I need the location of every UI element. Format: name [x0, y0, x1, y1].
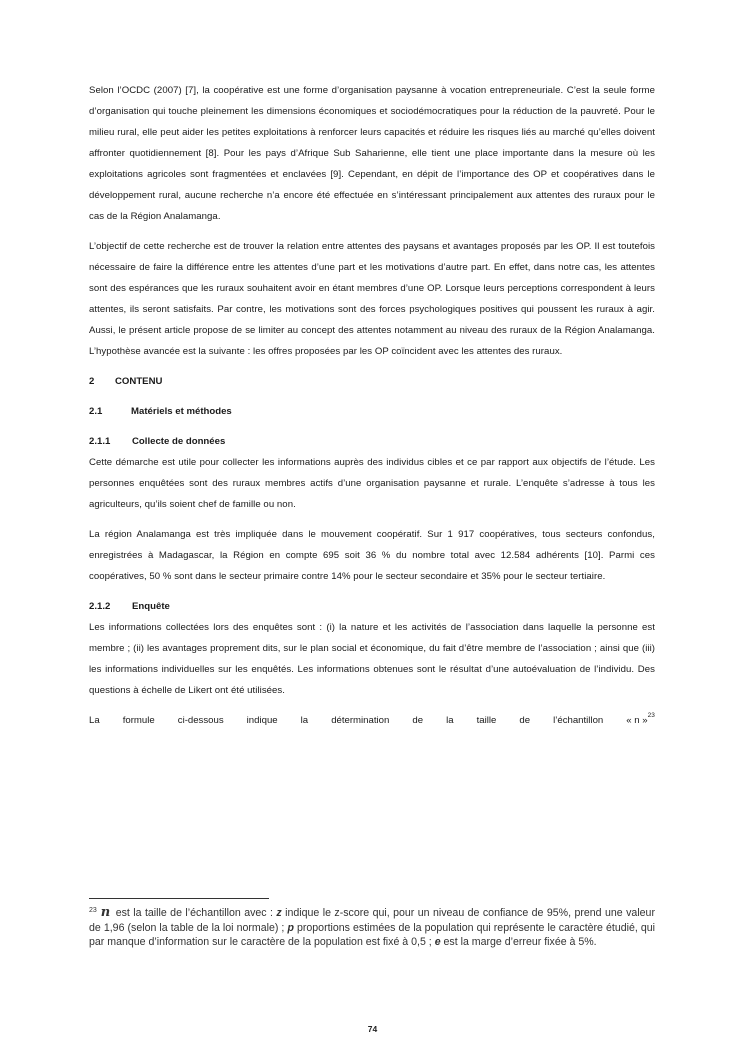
- section-heading-2: [89, 371, 655, 392]
- e-symbol: e: [434, 936, 441, 949]
- enquete-paragraph-1: Les informations collectées lors des enquêtes sont : (i) la nature et les activités de l’association dans laquelle la personne est membre ; (ii) les avantages proprement dits, sur le plan social et économique, du fait d’être membre de l’association ; ainsi que (iii) les informations individuelles sur les enquêtés. Les informations obtenues sont le résultat d’une autoévaluation de l’individu. Des questions à échelle de Likert ont été utilisées.: [89, 622, 655, 696]
- formula-word: La: [89, 715, 100, 726]
- section-number: 2.1: [89, 406, 103, 417]
- formula-word: l’échantillon: [553, 715, 604, 726]
- main-content: [89, 80, 655, 731]
- formula-word: ci-dessous: [177, 715, 224, 726]
- section-heading-2-1: [89, 401, 655, 422]
- formula-word: détermination: [331, 715, 390, 726]
- section-number: 2: [89, 376, 95, 387]
- formula-word-n: « n »$^{23}$: [626, 712, 655, 726]
- section-title: Matériels et méthodes: [131, 406, 232, 417]
- section-title: CONTENU: [115, 376, 163, 387]
- section-number: 2.1.1: [89, 436, 111, 447]
- formula-word: la: [446, 715, 454, 726]
- collecte-paragraph-2: La région Analamanga est très impliquée dans le mouvement coopératif. Sur 1 917 coopératives, tous secteurs confondus, enregistrées à Madagascar, la Région en compte 695 soit 36 % du nombre total avec 12.584 adhérents [10]. Parmi ces coopératives, 50 % sont dans le secteur primaire contre 14% pour le secteur secondaire et 35% pour le secteur tertiaire.: [89, 529, 655, 582]
- section-title: Enquête: [132, 601, 170, 612]
- formula-word: formule: [122, 715, 155, 726]
- formula-word: la: [300, 715, 309, 726]
- intro-paragraph-2: L’objectif de cette recherche est de trouver la relation entre attentes des paysans et avantages proposés par les OP. Il est toutefois nécessaire de faire la différence entre les attentes d’une part et les motivations d’autre part. En effet, dans notre cas, les attentes sont des espérances que les ruraux souhaitent avoir en étant membres d’une OP. Lorsque leurs perceptions correspondent à leurs attentes, ils seront satisfaits. Par contre, les motivations sont des forces psychologiques positives qui poussent les ruraux à agir. Aussi, le présent article propose de se limiter au concept des attentes notamment au niveau des ruraux de la Région Analamanga. L’hypothèse avancée est la suivante : les offres proposées par les OP coïncident avec les attentes des ruraux.: [89, 241, 655, 357]
- section-heading-2-1-1: [89, 431, 655, 452]
- n-symbol: n: [100, 905, 111, 920]
- collecte-paragraph-1: Cette démarche est utile pour collecter les informations auprès des individus cibles et ce par rapport aux objectifs de l’étude. Les personnes enquêtées sont des ruraux membres actifs d’une organisation paysanne et rurale. L’enquête s’adresse à tous les agriculteurs, qu’ils soient chef de famille ou non.: [89, 457, 655, 510]
- section-heading-2-1-2: [89, 596, 655, 617]
- footnote-marker: 23: [89, 907, 97, 914]
- z-symbol: z: [276, 907, 282, 919]
- section-number: 2.1.2: [89, 601, 111, 612]
- formula-word: taille: [476, 715, 497, 726]
- footnote-separator: [89, 898, 269, 899]
- footnote-reference[interactable]: 23: [647, 712, 655, 719]
- formula-word: de: [412, 715, 424, 726]
- formula-word: indique: [246, 715, 278, 726]
- footnote-23: $^{23}$ n est la taille de l’échantillon avec : z indique le z-score qui, pour un niveau de confiance de 95%, prend une valeur de 1,96 (selon la table de la loi normale) ; p proportions estimées de la population qui représente le caractère étudié, qui par manque d’information sur le caractère de la population est fixé à 0,5 ; e est la marge d’erreur fixée à 5%.: [89, 905, 656, 949]
- p-symbol: p: [287, 921, 294, 934]
- section-title: Collecte de données: [132, 436, 226, 447]
- intro-paragraph-1: Selon l’OCDC (2007) [7], la coopérative est une forme d’organisation paysanne à vocation entrepreneuriale. C’est la seule forme d’organisation qui touche pleinement les dimensions économiques et sociodémocratiques pour la réduction de la pauvreté. Pour le milieu rural, elle peut aider les petites exploitations à renforcer leurs capacités et réduire les risques liés au marché qu’elles doivent affronter quotidiennement [8]. Pour les pays d’Afrique Sub Saharienne, elle tient une place importante dans la mesure où les exploitations agricoles sont fragmentées et enclavées [9]. Cependant, en dépit de l’importance des OP et coopératives dans le développement rural, aucune recherche n’a encore été effectuée en s’intéressant principalement aux attentes des ruraux pour le cas de la Région Analamanga.: [89, 85, 655, 222]
- formula-word: de: [519, 715, 531, 726]
- page-number: 74: [367, 1024, 378, 1034]
- formula-intro-line: [89, 710, 655, 731]
